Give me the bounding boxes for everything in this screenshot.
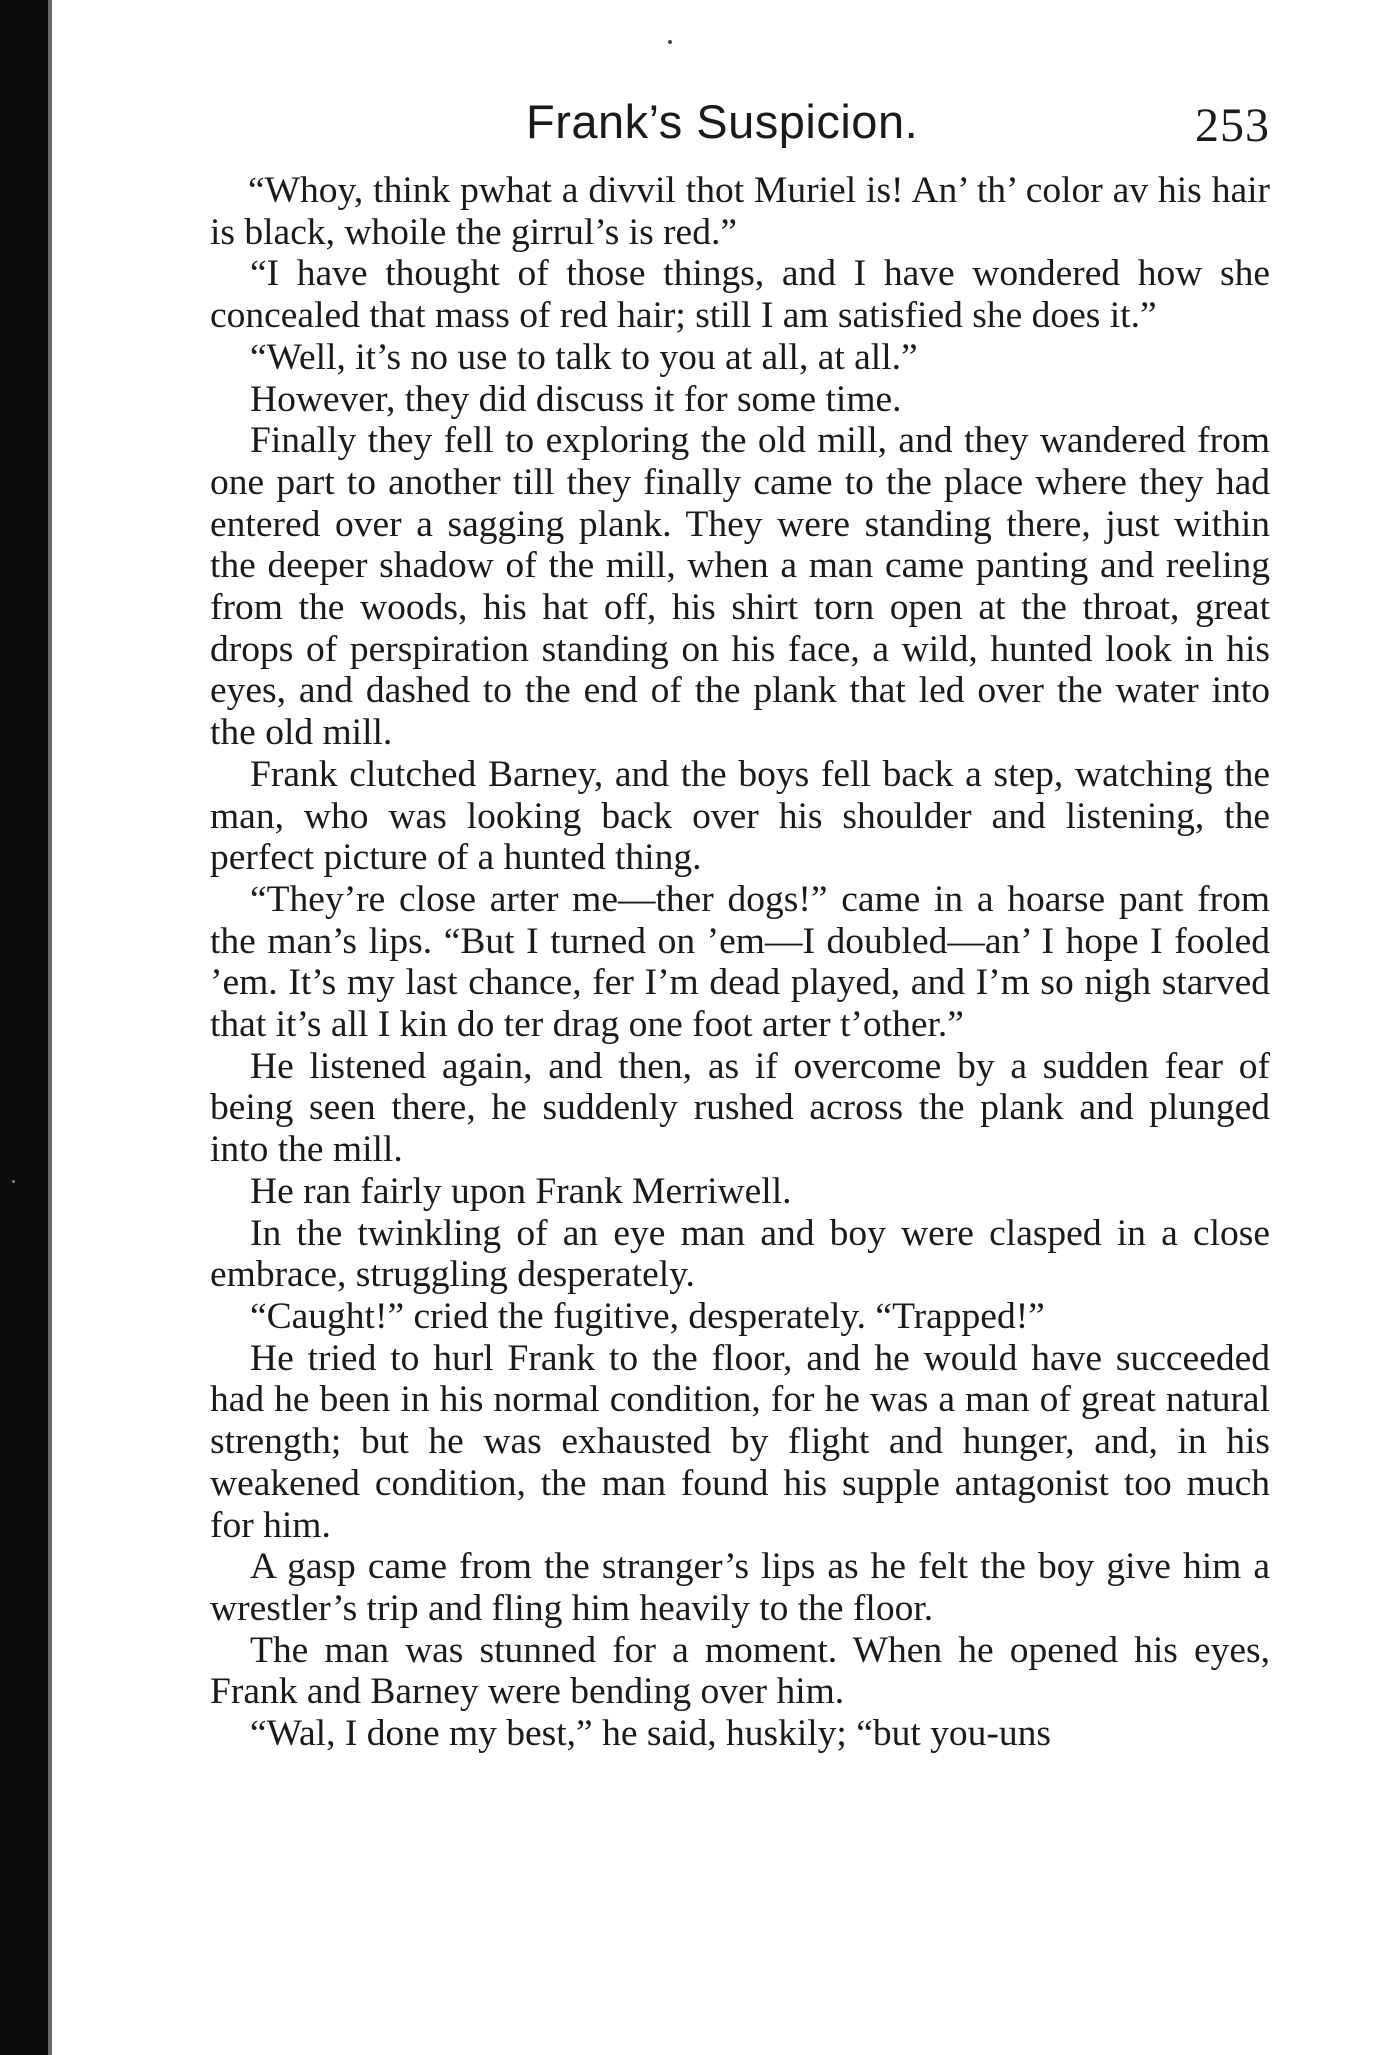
- paragraph: He listened again, and then, as if overcome by a sudden fear of being seen there, he suddenly rushed across the plank and plunged into the mill.: [210, 1045, 1270, 1171]
- paragraph: “They’re close arter me—ther dogs!” came in a hoarse pant from the man’s lips. “But I turned on ’em—I doubled—an’ I hope I fooled ’em. It’s my last chance, fer I’m dead played, and I’m so nigh starved that it’s all I kin do ter drag one foot arter t’other.”: [210, 878, 1270, 1046]
- scan-edge-shadow: [48, 0, 52, 2055]
- scan-speck: [668, 40, 672, 44]
- page-number: 253: [1195, 99, 1270, 152]
- paragraph: He tried to hurl Frank to the floor, and he would have succeeded had he been in his normal condition, for he was a man of great natural strength; but he was exhausted by flight and hunger, and, in his weakened condition, the man found his supple antagonist too much for him.: [210, 1337, 1270, 1546]
- paragraph: Finally they fell to exploring the old mill, and they wandered from one part to another till they finally came to the place where they had entered over a sagging plank. They were standing there, just within the deeper shadow of the mill, when a man came panting and reeling from the woods, his hat off, his shirt torn open at the throat, great drops of perspiration standing on his face, a wild, hunted look in his eyes, and dashed to the end of the plank that led over the water into the old mill.: [210, 420, 1270, 754]
- paragraph: “I have thought of those things, and I have wondered how she concealed that mass of red hair; still I am satisfied she does it.”: [210, 253, 1270, 337]
- paragraph: He ran fairly upon Frank Merriwell.: [250, 1170, 792, 1212]
- page-header: [210, 92, 1270, 152]
- paragraph: In the twinkling of an eye man and boy were clasped in a close embrace, struggling desperately.: [210, 1212, 1270, 1296]
- running-title: Frank’s Suspicion.: [526, 95, 919, 148]
- paragraph: “Well, it’s no use to talk to you at all, at all.”: [250, 336, 918, 378]
- paragraph: A gasp came from the stranger’s lips as he felt the boy give him a wrestler’s trip and fling him heavily to the floor.: [210, 1546, 1270, 1629]
- scan-binding-edge: [0, 0, 48, 2055]
- paragraph: “Whoy, think pwhat a divvil thot Muriel is! An’ th’ color av his hair is black, whoile the girrul’s is red.”: [210, 170, 1270, 253]
- body-text: [210, 170, 1270, 1755]
- paragraph: “Caught!” cried the fugitive, desperately. “Trapped!”: [250, 1295, 1045, 1337]
- scan-speck: [12, 1180, 15, 1183]
- paragraph: Frank clutched Barney, and the boys fell back a step, watching the man, who was looking back over his shoulder and listening, the perfect picture of a hunted thing.: [210, 753, 1270, 879]
- paragraph: The man was stunned for a moment. When he opened his eyes, Frank and Barney were bending over him.: [210, 1629, 1270, 1713]
- paragraph: However, they did discuss it for some time.: [250, 378, 902, 420]
- paragraph: “Wal, I done my best,” he said, huskily; “but you-uns: [250, 1713, 1051, 1755]
